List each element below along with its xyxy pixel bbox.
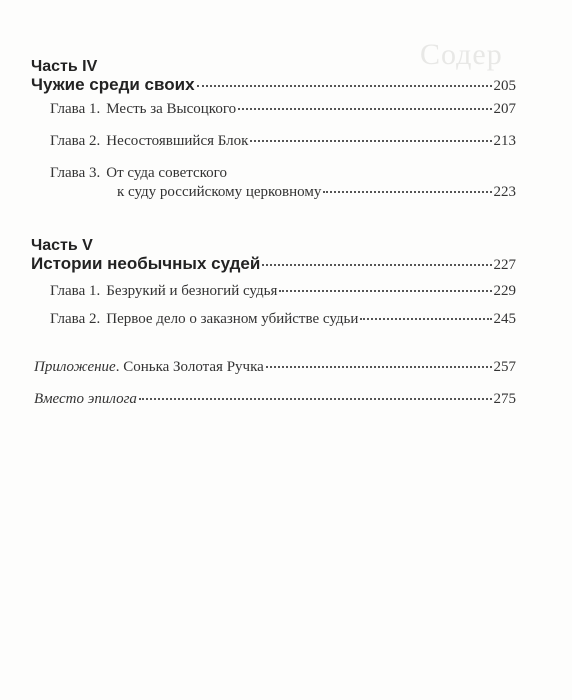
toc-entry-epilogue[interactable] bbox=[34, 391, 516, 408]
chapter-prefix: Глава 1. bbox=[50, 101, 101, 117]
chapter-title: Первое дело о заказном убийстве судьи bbox=[106, 311, 359, 327]
leader-dots bbox=[360, 318, 491, 320]
chapter-page: 213 bbox=[493, 133, 516, 149]
chapter-title: Безрукий и безногий судья bbox=[106, 283, 278, 299]
chapter-title: От суда советского bbox=[106, 165, 227, 181]
leader-dots bbox=[238, 108, 491, 110]
part-5-title-row[interactable] bbox=[31, 254, 516, 274]
chapter-prefix: Глава 2. bbox=[50, 133, 101, 149]
part-4-title-row[interactable] bbox=[31, 75, 516, 95]
appendix-prefix: Приложение bbox=[34, 359, 116, 375]
toc-entry-ch3-p4-line1[interactable] bbox=[50, 165, 516, 182]
toc-entry-ch2-p4[interactable] bbox=[50, 133, 516, 150]
chapter-title: Месть за Высоцкого bbox=[106, 101, 237, 117]
chapter-prefix: Глава 1. bbox=[50, 283, 101, 299]
chapter-prefix: Глава 3. bbox=[50, 165, 101, 181]
chapter-page: 229 bbox=[493, 283, 516, 299]
leader-dots bbox=[262, 264, 491, 266]
leader-dots bbox=[139, 398, 492, 400]
leader-dots bbox=[250, 140, 491, 142]
toc-entry-appendix[interactable] bbox=[34, 359, 516, 376]
chapter-page: 207 bbox=[493, 101, 516, 117]
part-5-label: Часть V bbox=[31, 237, 93, 254]
part-4-label: Часть IV bbox=[31, 58, 98, 75]
chapter-page: 245 bbox=[493, 311, 516, 327]
leader-dots bbox=[266, 366, 492, 368]
toc-entry-ch3-p4-line2[interactable] bbox=[117, 184, 516, 201]
part-5-page: 227 bbox=[493, 257, 516, 273]
toc-entry-ch1-p4[interactable] bbox=[50, 101, 516, 118]
toc-entry-ch2-p5[interactable] bbox=[50, 311, 516, 328]
appendix-page: 257 bbox=[493, 359, 516, 375]
part-5-title: Истории необычных судей bbox=[31, 254, 261, 273]
epilogue-title: Вместо эпилога bbox=[34, 391, 137, 407]
part-4-title: Чужие среди своих bbox=[31, 75, 195, 94]
chapter-prefix: Глава 2. bbox=[50, 311, 101, 327]
part-4-page: 205 bbox=[493, 78, 516, 94]
epilogue-page: 275 bbox=[493, 391, 516, 407]
leader-dots bbox=[197, 85, 492, 87]
chapter-title: Несостоявшийся Блок bbox=[106, 133, 249, 149]
leader-dots bbox=[279, 290, 491, 292]
chapter-page: 223 bbox=[493, 184, 516, 200]
bleed-through-heading: Содер bbox=[420, 38, 503, 71]
leader-dots bbox=[323, 191, 491, 193]
chapter-title-continued: к суду российскому церковному bbox=[117, 184, 322, 200]
appendix-title: . Сонька Золотая Ручка bbox=[115, 359, 264, 375]
toc-entry-ch1-p5[interactable] bbox=[50, 283, 516, 300]
